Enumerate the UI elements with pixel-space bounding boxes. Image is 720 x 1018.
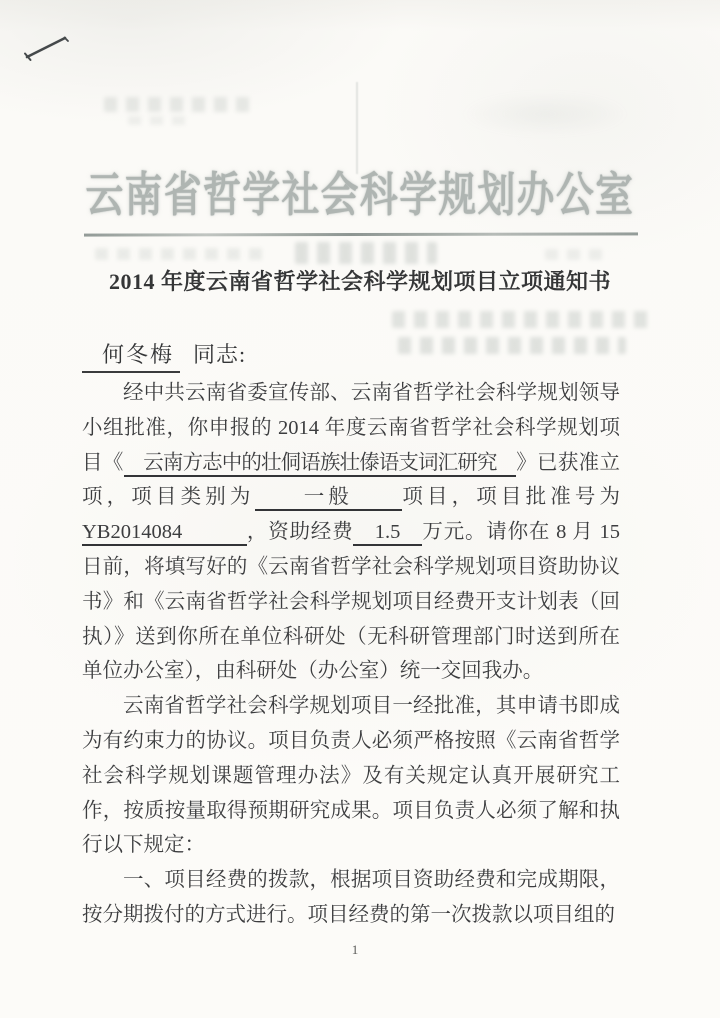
bleed-through-marks xyxy=(128,116,190,125)
project-title-field: 云南方志中的壮侗语族壮傣语支词汇研究 xyxy=(124,452,517,477)
letter-body xyxy=(82,376,620,933)
salutation-line xyxy=(82,338,246,373)
paragraph-project-approval xyxy=(82,376,620,689)
funding-amount-field: 1.5 xyxy=(353,521,422,546)
recipient-name: 何冬梅 xyxy=(82,338,180,373)
paragraph-binding-agreement: 云南省哲学社会科学规划项目一经批准，其申请书即成为有约束力的协议。项目负责人必须严格按照《云南省哲学社会科学规划课题管理办法》及有关规定认真开展研究工作，按质按量取得预期研究成果。项目负责人必须了解和执行以下规定： xyxy=(82,695,620,857)
pen-stroke-mark xyxy=(22,32,72,62)
paragraph-funding-rule-1: 一、项目经费的拨款，根据项目资助经费和完成期限，按分期拨付的方式进行。项目经费的第一次拨款以项目组的 xyxy=(82,869,620,926)
bleed-through-marks xyxy=(104,97,256,112)
project-category-field: 一般 xyxy=(255,486,403,511)
letterhead-divider-line xyxy=(84,232,638,236)
bleed-through-marks xyxy=(398,337,626,354)
body-text-segment: 》已获准立项，项目类别为 xyxy=(82,451,621,509)
approval-number-field: YB2014084 xyxy=(82,521,247,546)
body-text-segment: 万元。请你在 8 月 15 日前，将填写好的《云南省哲学社会科学规划项目资助协议书》和《云南省哲学社会科学规划项目经费开支计划表（回执）》送到你所在单位科研处（无科研管理部门时送到所在单位办公室），由科研处（办公室）统一交回我办。 xyxy=(82,521,621,683)
bleed-through-marks xyxy=(545,249,607,260)
letterhead-stamp: 云南省哲学社会科学规划办公室 xyxy=(85,170,635,222)
document-title: 2014 年度云南省哲学社会科学规划项目立项通知书 xyxy=(108,269,611,294)
body-text-segment: 项目，项目批准号为 xyxy=(402,486,621,509)
body-text-segment: 经中共云南省委宣传部、云南省哲学社会科学规划领导小组批准，你申报的 2014 年度云南省哲学社会科学规划项目《 xyxy=(82,382,620,474)
body-text-segment: ，资助经费 xyxy=(246,521,354,544)
page-number: 1 xyxy=(351,942,359,957)
bleed-through-marks xyxy=(95,248,263,260)
bleed-through-marks xyxy=(392,311,650,328)
bleed-through-marks xyxy=(295,242,437,264)
salutation-honorific: 同志: xyxy=(193,342,247,367)
scan-smudge xyxy=(460,92,630,136)
